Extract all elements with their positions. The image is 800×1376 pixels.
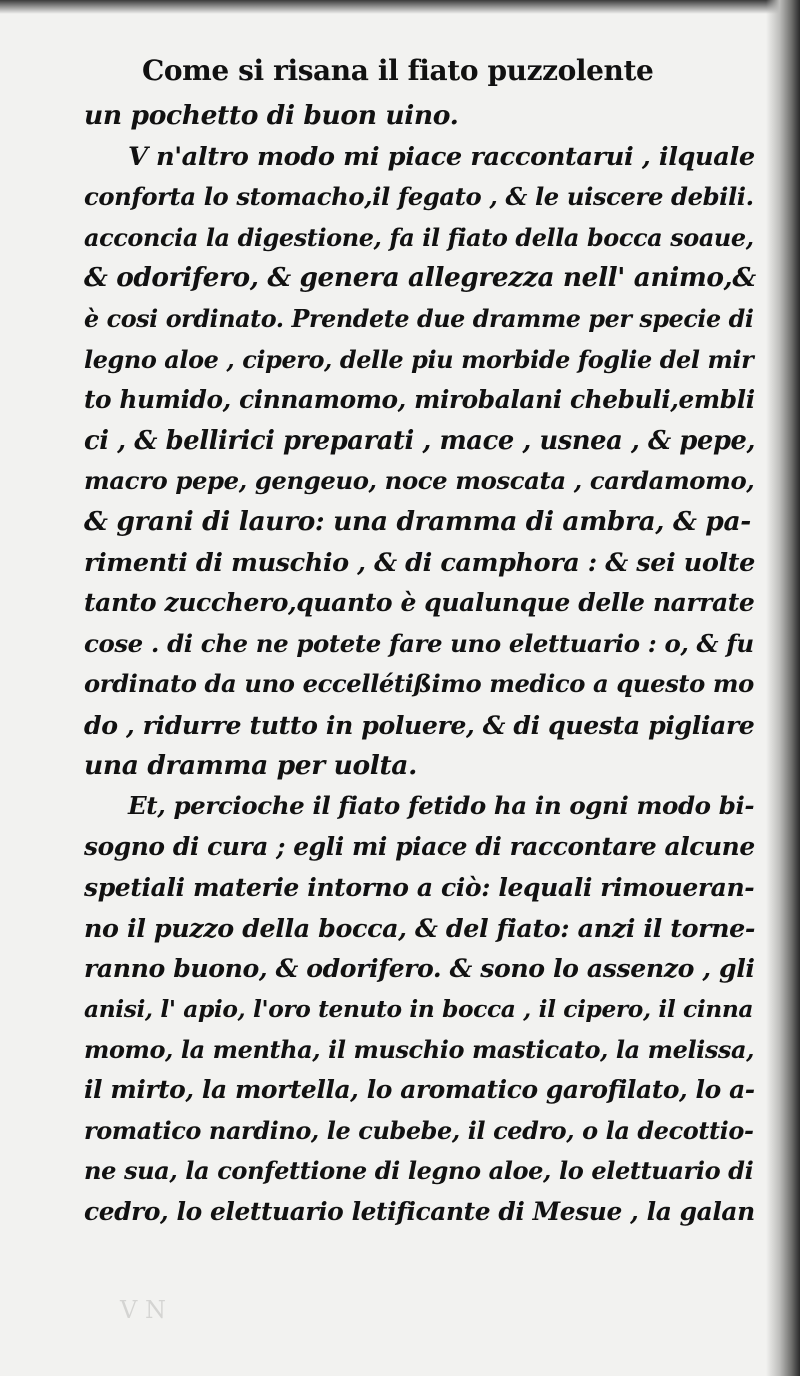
text-line: momo, la mentha, il muschio masticato, la melissa, [84,1035,755,1064]
page-text-block [84,46,756,1233]
text-line: no il puzzo della bocca, & del fiato: anzi il torne- [84,912,755,943]
text-line: conforta lo stomacho,il fegato , & le uiscere debili. [84,182,754,212]
bleed-through-text: V N [120,1296,166,1324]
text-line: ranno buono, & odorifero. & sono lo assenzo , gli [84,953,755,984]
running-head: Come si risana il fiato puzzolente [142,54,654,87]
text-line: ordinato da uno eccellétißimo medico a questo mo [84,669,754,699]
text-line: rimenti di muschio , & di camphora : & sei uolte [84,547,755,578]
text-line: Et, percioche il fiato fetido ha in ogni modo bi- [128,791,755,821]
text-line: & odorifero, & genera allegrezza nell' animo,& [84,262,756,294]
text-line: & grani di lauro: una dramma di ambra, & pa- [84,505,751,537]
text-line: una dramma per uolta. [84,749,417,781]
text-line: do , ridurre tutto in poluere, & di questa pigliare [84,709,755,740]
text-line: sogno di cura ; egli mi piace di raccontare alcune [84,831,755,861]
text-line: ci , & bellirici preparati , mace , usnea , & pepe, [84,425,756,456]
text-line: è cosi ordinato. Prendete due dramme per specie di [84,304,754,333]
text-line: romatico nardino, le cubebe, il cedro, o la decottio- [84,1116,754,1145]
text-line: acconcia la digestione, fa il fiato della bocca soaue, [84,223,754,252]
text-line: macro pepe, gengeuo, noce moscata , cardamomo, [84,466,755,496]
text-line: spetiali materie intorno a ciò: lequali rimoueran- [84,872,755,903]
text-line: anisi, l' apio, l'oro tenuto in bocca , il cipero, il cinna [84,995,754,1024]
page-top-shadow [0,0,800,14]
text-line: un pochetto di buon uino. [84,100,459,131]
text-line: cedro, lo elettuario letificante di Mesue , la galan [84,1197,755,1227]
text-line: cose . di che ne potete fare uno elettuario : o, & fu [84,628,754,658]
text-line: V n'altro modo mi piace raccontarui , ilquale [128,141,755,172]
text-line: ne sua, la confettione di legno aloe, lo elettuario di [84,1156,754,1186]
text-line: to humido, cinnamomo, mirobalani chebuli,embli [84,385,755,415]
binding-gutter-shadow [766,0,800,1376]
text-line: tanto zucchero,quanto è qualunque delle narrate [84,588,755,618]
body-text [84,96,756,1233]
text-line: il mirto, la mortella, lo aromatico garofilato, lo a- [84,1075,755,1105]
text-line: legno aloe , cipero, delle piu morbide foglie del mir [84,345,754,374]
